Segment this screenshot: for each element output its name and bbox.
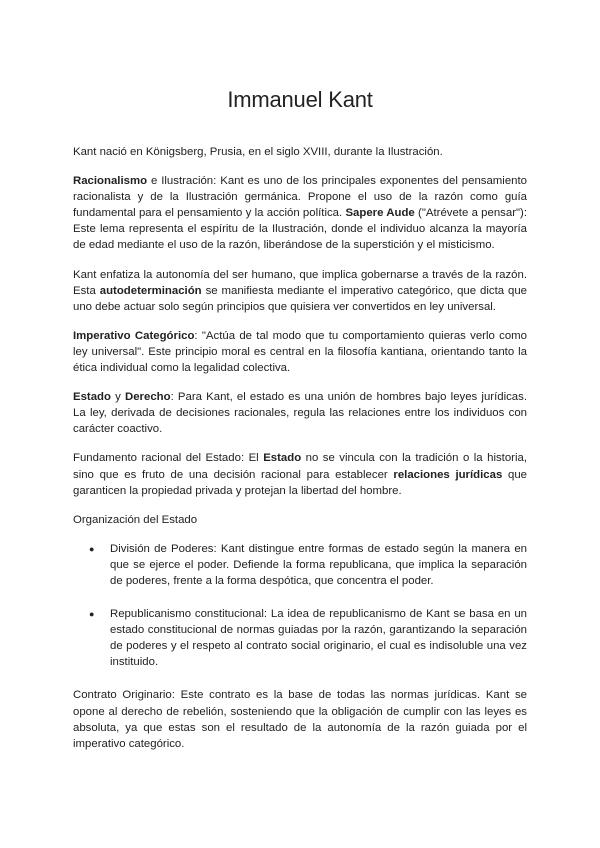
bullet-icon: ● bbox=[89, 543, 95, 554]
bold-term: autodeterminación bbox=[99, 284, 202, 297]
list-item-text: Republicanismo constitucional: La idea de republicanismo de Kant se basa en un estado constitucional de normas guiadas por la razón, garantizando la separación de poderes y el respeto al contrato social originario, el cual es indisoluble una vez instituido. bbox=[110, 608, 527, 669]
paragraph-imperativo bbox=[73, 328, 527, 376]
bold-term: Derecho bbox=[125, 391, 171, 404]
bold-term: Estado bbox=[73, 391, 111, 404]
paragraph-racionalismo bbox=[73, 173, 527, 253]
bold-term: Sapere Aude bbox=[345, 207, 415, 220]
text-run: Fundamento racional del Estado: El bbox=[73, 452, 264, 465]
paragraph-fundamento bbox=[73, 450, 527, 498]
bold-term: relaciones jurídicas bbox=[393, 468, 503, 481]
text-run: y bbox=[110, 391, 125, 404]
paragraph-autonomia bbox=[73, 267, 527, 315]
page-title: Immanuel Kant bbox=[227, 87, 373, 112]
bullet-list bbox=[73, 541, 527, 671]
text-run: Kant enfatiza la autonomía del ser humano, que implica gobernarse a través de la razón. Esta bbox=[73, 268, 527, 297]
section-heading-organizacion: Organización del Estado bbox=[73, 513, 198, 526]
list-item-text: División de Poderes: Kant distingue entre formas de estado según la manera en que se ejerce el poder. Defiende la forma republicana, que implica la separación de poderes, frente a la forma despótica, que concentra el poder. bbox=[110, 542, 527, 587]
paragraph-estado bbox=[73, 389, 527, 437]
paragraph-contrato: Contrato Originario: Este contrato es la base de todas las normas jurídicas. Kant se opone al derecho de rebelión, sosteniendo que la obligación de cumplir con las leyes es absoluta, ya que estas son el resultado de la autonomía de la razón guiada por el imperativo categórico. bbox=[73, 689, 527, 750]
text-run: no se vincula con la tradición o la historia, sino que es fruto de una decisión racional para establecer bbox=[73, 452, 527, 481]
text-run: ("Atrévete a pensar"): Este lema representa el espíritu de la Ilustración, donde el individuo alcanza la mayoría de edad mediante el uso de la razón, liberándose de la superstición y el misticismo. bbox=[73, 207, 528, 252]
text-run: que garanticen la propiedad privada y protejan la libertad del hombre. bbox=[73, 468, 527, 497]
list-item bbox=[89, 606, 527, 670]
bold-term: Racionalismo bbox=[73, 175, 148, 188]
bold-term: Estado bbox=[263, 452, 302, 465]
text-run: : Para Kant, el estado es una unión de hombres bajo leyes jurídicas. La ley, derivada de decisiones racionales, regula las relaciones entre los individuos con carácter coactivo. bbox=[73, 391, 527, 436]
bold-term: Imperativo Categórico bbox=[73, 329, 195, 342]
list-item bbox=[89, 541, 527, 589]
text-run: : "Actúa de tal modo que tu comportamiento quieras verlo como ley universal". Este principio moral es central en la filosofía kantiana, orientando tanto la ética individual como la legalidad colectiva. bbox=[73, 329, 527, 375]
text-run: e Ilustración: Kant es uno de los principales exponentes del pensamiento racionalista y de la Ilustración germánica. Propone el uso de la razón como guía fundamental para el pensamiento y la acción política. bbox=[73, 175, 527, 220]
paragraph-intro: Kant nació en Königsberg, Prusia, en el siglo XVIII, durante la Ilustración. bbox=[73, 146, 443, 158]
bullet-icon: ● bbox=[89, 609, 95, 620]
text-run: se manifiesta mediante el imperativo categórico, que dicta que uno debe actuar solo según principios que quisiera ver convertidos en ley universal. bbox=[73, 284, 527, 313]
